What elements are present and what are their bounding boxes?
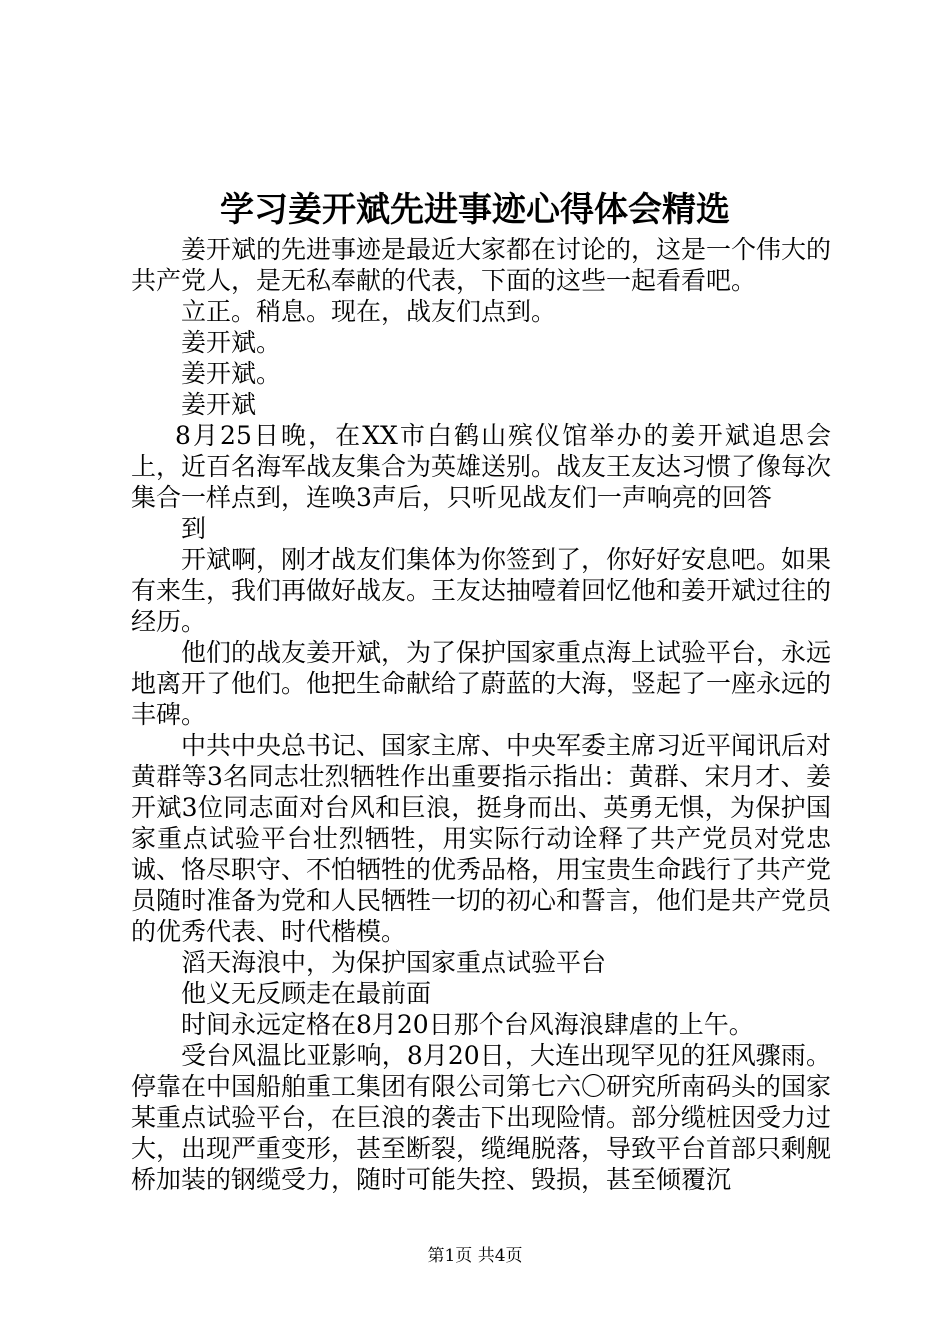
paragraph-sacrifice: 他们的战友姜开斌，为了保护国家重点海上试验平台，永远地离开了他们。他把生命献给了蔚蓝的大海，竖起了一座永远的丰碑。 [131, 638, 832, 729]
paragraph-time: 时间永远定格在8月20日那个台风海浪肆虐的上午。 [181, 1010, 754, 1039]
paragraph-name-1: 姜开斌。 [181, 328, 282, 357]
document-body [131, 234, 831, 1195]
paragraph-subheading-1: 滔天海浪中，为保护国家重点试验平台 [181, 948, 607, 977]
document-title: 学习姜开斌先进事迹心得体会精选 [220, 190, 730, 230]
paragraph-name-3: 姜开斌 [181, 390, 257, 419]
paragraph-intro: 姜开斌的先进事迹是最近大家都在讨论的，这是一个伟大的共产党人，是无私奉献的代表，下面的这些一起看看吧。 [131, 235, 832, 295]
page-footer: 第1页 共4页 [427, 1246, 523, 1266]
paragraph-farewell: 开斌啊，刚才战友们集体为你签到了，你好好安息吧。如果有来生，我们再做好战友。王友达抽噎着回忆他和姜开斌过往的经历。 [131, 545, 832, 636]
paragraph-instruction: 中共中央总书记、国家主席、中央军委主席习近平闻讯后对黄群等3名同志壮烈牺牲作出重要指示指出：黄群、宋月才、姜开斌3位同志面对台风和巨浪，挺身而出、英勇无惧，为保护国家重点试验平台壮烈牺牲，用实际行动诠释了共产党员对党忠诚、恪尽职守、不怕牺牲的优秀品格，用宝贵生命践行了共产党员随时准备为党和人民牺牲一切的初心和誓言，他们是共产党员的优秀代表、时代楷模。 [131, 731, 832, 946]
paragraph-answer: 到 [181, 514, 207, 543]
paragraph-subheading-2: 他义无反顾走在最前面 [181, 979, 432, 1008]
paragraph-typhoon: 受台风温比亚影响，8月20日，大连出现罕见的狂风骤雨。停靠在中国船舶重工集团有限公司第七六〇研究所南码头的国家某重点试验平台，在巨浪的袭击下出现险情。部分缆桩因受力过大，出现严重变形，甚至断裂，缆绳脱落，导致平台首部只剩舰桥加装的钢缆受力，随时可能失控、毁损，甚至倾覆沉 [131, 1041, 832, 1194]
paragraph-roll-call: 立正。稍息。现在，战友们点到。 [181, 297, 557, 326]
paragraph-memorial: 8月25日晚，在XX市白鹤山殡仪馆举办的姜开斌追思会上，近百名海军战友集合为英雄送别。战友王友达习惯了像每次集合一样点到，连唤3声后，只听见战友们一声响亮的回答 [131, 421, 832, 512]
paragraph-name-2: 姜开斌。 [181, 359, 282, 388]
